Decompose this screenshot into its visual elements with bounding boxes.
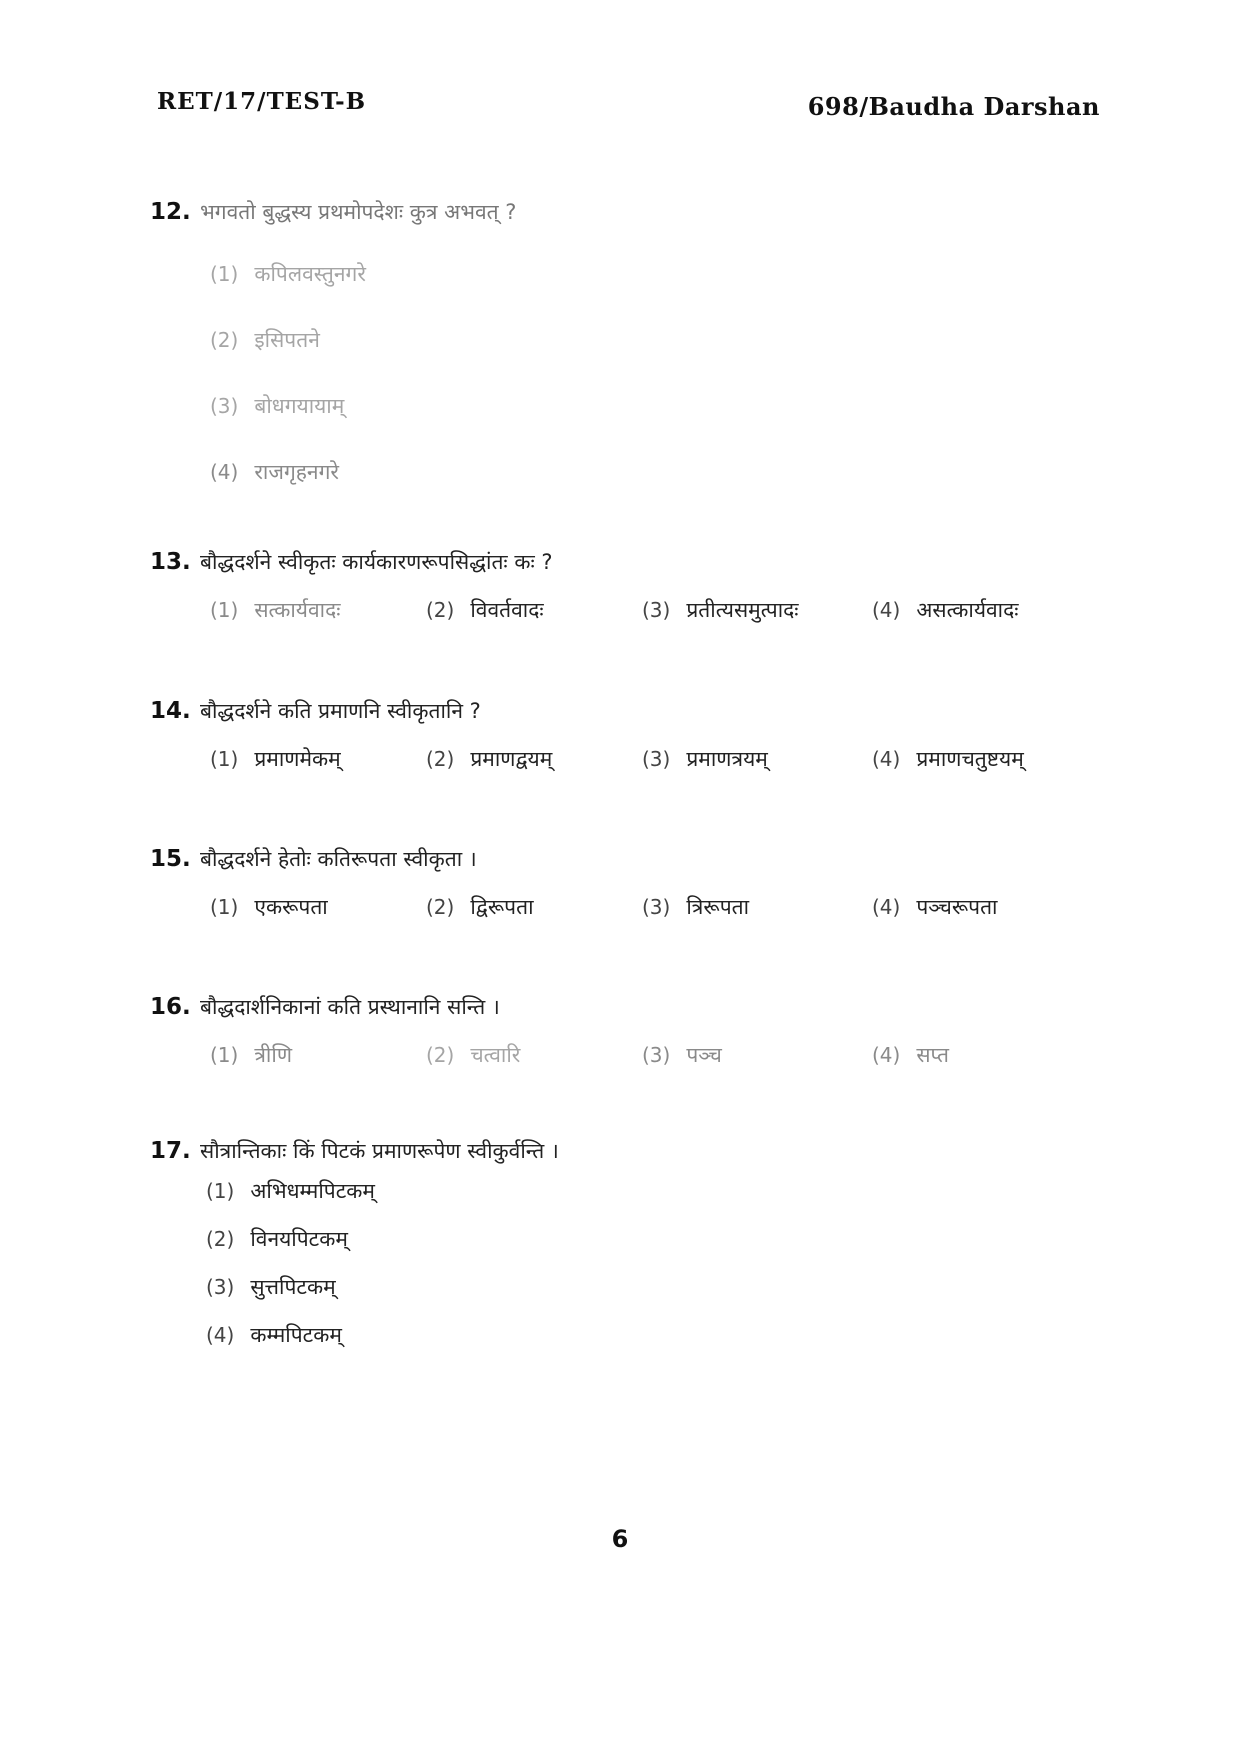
question-17-options <box>206 1177 1110 1369</box>
question-text: बौद्धदार्शनिकानां कति प्रस्थानानि सन्ति । <box>200 995 500 1019</box>
option-text: बोधगयायाम् <box>254 394 345 418</box>
option-text: त्रीणि <box>254 1043 292 1067</box>
option-3[interactable] <box>210 392 1110 458</box>
option-number: (2) <box>426 598 455 622</box>
option-4[interactable] <box>872 596 1019 624</box>
option-2[interactable] <box>206 1225 1110 1273</box>
option-2[interactable] <box>426 893 534 921</box>
question-text: बौद्धदर्शने कति प्रमाणनि स्वीकृतानि ? <box>200 699 481 723</box>
question-number: 16. <box>150 994 191 1020</box>
question-16-stem <box>150 993 1110 1021</box>
option-text: विनयपिटकम् <box>250 1227 348 1251</box>
option-text: त्रिरूपता <box>686 895 750 919</box>
question-number: 17. <box>150 1138 191 1164</box>
question-number: 13. <box>150 549 191 575</box>
option-3[interactable] <box>642 745 768 773</box>
option-text: सप्त <box>916 1043 949 1067</box>
option-1[interactable] <box>210 260 1110 326</box>
option-4[interactable] <box>206 1321 1110 1369</box>
option-text: प्रमाणचतुष्टयम् <box>916 747 1024 771</box>
option-1[interactable] <box>210 893 328 921</box>
question-16 <box>150 993 1110 1081</box>
option-number: (1) <box>210 1043 239 1067</box>
subject-header: 698/Baudha Darshan <box>807 92 1100 121</box>
option-text: प्रतीत्यसमुत्पादः <box>686 598 799 622</box>
option-text: पञ्चरूपता <box>916 895 998 919</box>
option-number: (1) <box>210 747 239 771</box>
option-text: प्रमाणद्वयम् <box>470 747 553 771</box>
option-text: राजगृहनगरे <box>254 460 339 484</box>
option-number: (3) <box>210 394 239 418</box>
question-text: सौत्रान्तिकाः किं पिटकं प्रमाणरूपेण स्वीकुर्वन्ति । <box>200 1139 559 1163</box>
option-number: (2) <box>426 1043 455 1067</box>
question-number: 14. <box>150 698 191 724</box>
option-1[interactable] <box>210 596 340 624</box>
option-text: प्रमाणत्रयम् <box>686 747 768 771</box>
question-13-options <box>150 596 1110 636</box>
option-number: (2) <box>426 895 455 919</box>
option-number: (3) <box>206 1275 235 1299</box>
option-number: (4) <box>210 460 239 484</box>
option-text: एकरूपता <box>254 895 328 919</box>
option-3[interactable] <box>642 596 799 624</box>
option-text: विवर्तवादः <box>470 598 544 622</box>
option-4[interactable] <box>872 1041 949 1069</box>
question-16-options <box>150 1041 1110 1081</box>
question-12-options <box>210 260 1110 524</box>
question-13-stem <box>150 548 1110 576</box>
option-text: सुत्तपिटकम् <box>250 1275 336 1299</box>
option-number: (1) <box>210 262 239 286</box>
option-number: (1) <box>210 598 239 622</box>
option-1[interactable] <box>210 745 341 773</box>
option-number: (4) <box>206 1323 235 1347</box>
option-text: चत्वारि <box>470 1043 521 1067</box>
option-number: (3) <box>642 598 671 622</box>
option-text: सत्कार्यवादः <box>254 598 341 622</box>
option-text: अभिधम्मपिटकम् <box>250 1179 375 1203</box>
option-number: (3) <box>642 747 671 771</box>
option-number: (4) <box>872 895 901 919</box>
question-15 <box>150 845 1110 933</box>
option-text: प्रमाणमेकम् <box>254 747 341 771</box>
question-text: भगवतो बुद्धस्य प्रथमोपदेशः कुत्र अभवत् ? <box>200 200 517 224</box>
option-1[interactable] <box>210 1041 292 1069</box>
option-3[interactable] <box>206 1273 1110 1321</box>
option-text: द्विरूपता <box>470 895 534 919</box>
question-number: 12. <box>150 199 191 225</box>
option-text: इसिपतने <box>254 328 320 352</box>
option-text: असत्कार्यवादः <box>916 598 1019 622</box>
option-number: (1) <box>206 1179 235 1203</box>
option-number: (4) <box>872 1043 901 1067</box>
question-15-options <box>150 893 1110 933</box>
option-number: (2) <box>206 1227 235 1251</box>
option-3[interactable] <box>642 1041 722 1069</box>
question-14-stem <box>150 697 1110 725</box>
option-number: (4) <box>872 747 901 771</box>
option-number: (3) <box>642 895 671 919</box>
question-15-stem <box>150 845 1110 873</box>
option-2[interactable] <box>426 745 552 773</box>
option-text: पञ्च <box>686 1043 722 1067</box>
option-number: (4) <box>872 598 901 622</box>
option-text: कपिलवस्तुनगरे <box>254 262 366 286</box>
option-4[interactable] <box>210 458 1110 524</box>
option-4[interactable] <box>872 893 998 921</box>
option-number: (1) <box>210 895 239 919</box>
option-number: (2) <box>426 747 455 771</box>
question-text: बौद्धदर्शने स्वीकृतः कार्यकारणरूपसिद्धांतः कः ? <box>200 550 553 574</box>
option-2[interactable] <box>426 596 544 624</box>
question-12 <box>150 198 1110 524</box>
option-1[interactable] <box>206 1177 1110 1225</box>
option-2[interactable] <box>210 326 1110 392</box>
question-13 <box>150 548 1110 636</box>
question-14 <box>150 697 1110 785</box>
question-17-stem <box>150 1137 1110 1165</box>
option-4[interactable] <box>872 745 1024 773</box>
question-17 <box>150 1137 1110 1369</box>
option-number: (3) <box>642 1043 671 1067</box>
question-text: बौद्धदर्शने हेतोः कतिरूपता स्वीकृता । <box>200 847 477 871</box>
exam-code-header: RET/17/TEST-B <box>157 88 367 115</box>
question-number: 15. <box>150 846 191 872</box>
question-14-options <box>150 745 1110 785</box>
option-number: (2) <box>210 328 239 352</box>
option-3[interactable] <box>642 893 749 921</box>
option-text: कम्मपिटकम् <box>250 1323 342 1347</box>
question-12-stem <box>150 198 1110 226</box>
option-2[interactable] <box>426 1041 520 1069</box>
page-number: 6 <box>611 1525 629 1553</box>
